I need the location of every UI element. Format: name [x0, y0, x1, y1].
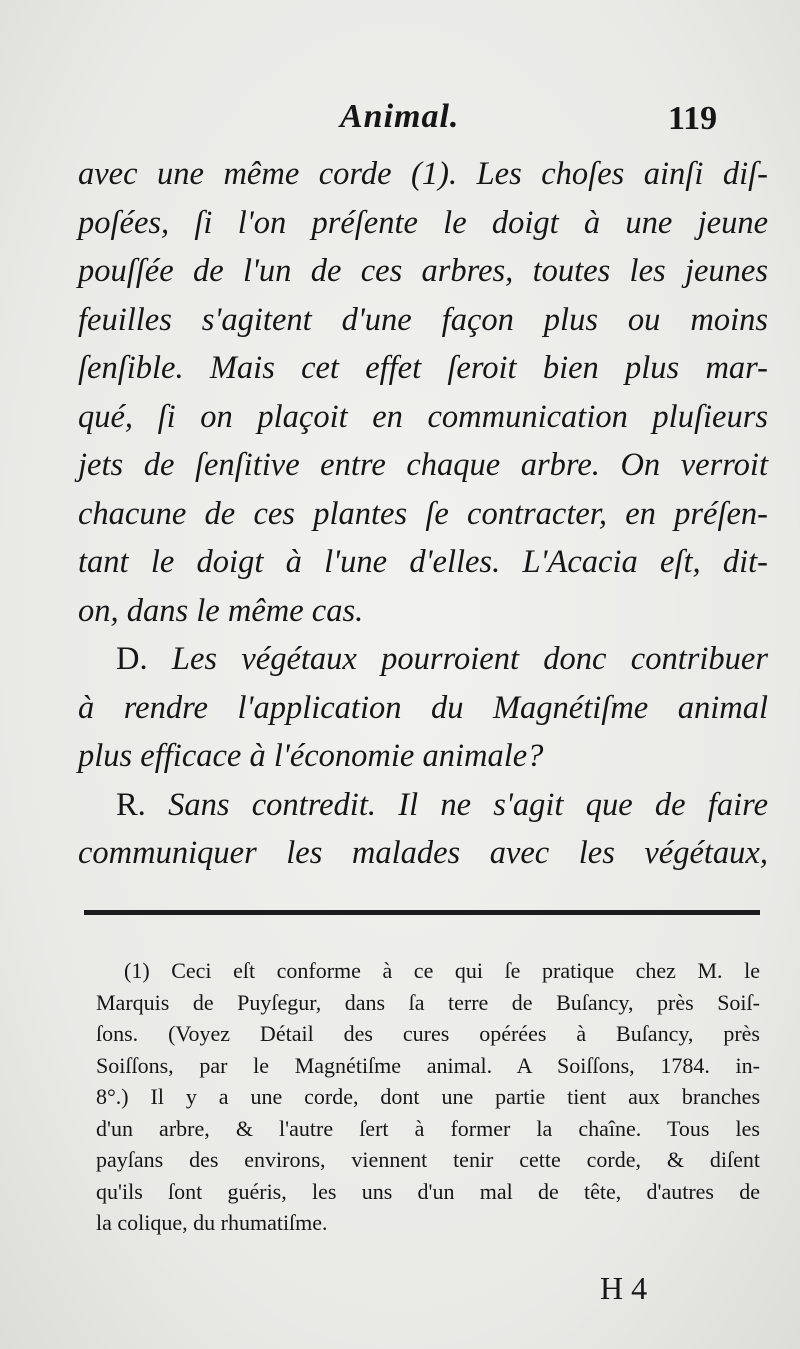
page-number: 119 [668, 100, 718, 137]
footnote-line: 8°.) Il y a une corde, dont une partie tient aux branches [96, 1084, 760, 1109]
running-head-title: Animal. [340, 98, 460, 135]
question-line: à rendre l'application du Magnétiſme animal [78, 689, 768, 726]
running-head [0, 92, 800, 142]
text-line: poſées, ſi l'on préſente le doigt à une jeune [78, 204, 768, 241]
text-line: on, dans le même cas. [78, 592, 364, 629]
text-line: qué, ſi on plaçoit en communication pluſieurs [78, 398, 768, 435]
footnote-line: ſons. (Voyez Détail des cures opérées à Buſancy, près [96, 1021, 760, 1046]
question-label: D. [116, 641, 148, 677]
question-text: Les végétaux pourroient donc contribuer [171, 641, 768, 677]
text-line: tant le doigt à l'une d'elles. L'Acacia eſt, dit- [78, 544, 768, 580]
text-line: chacune de ces plantes ſe contracter, en préſen- [78, 495, 768, 532]
footnote-line: la colique, du rhumatiſme. [96, 1210, 328, 1235]
question-line: plus efficace à l'économie animale? [78, 738, 544, 774]
footnote-line: qu'ils ſont guéris, les uns d'un mal de tête, d'autres de [96, 1178, 760, 1204]
signature-mark: H 4 [600, 1270, 648, 1306]
text-line: ſenſible. Mais cet effet ſeroit bien plus mar- [78, 350, 768, 386]
answer-line [78, 781, 768, 830]
footnote-line: d'un arbre, & l'autre ſert à former la chaîne. Tous les [96, 1115, 760, 1141]
footnote-line: payſans des environs, viennent tenir cette corde, & diſent [96, 1147, 760, 1172]
main-text [78, 150, 768, 878]
text-line: avec une même corde (1). Les choſes ainſi diſ- [78, 156, 768, 192]
text-line: pouſſée de l'un de ces arbres, toutes les jeunes [78, 253, 768, 289]
footnote-line: (1) Ceci eſt conforme à ce qui ſe pratique chez M. le [124, 958, 760, 983]
footnote [96, 955, 760, 1239]
footnote-line: Soiſſons, par le Magnétiſme animal. A Soiſſons, 1784. in- [96, 1052, 760, 1078]
text-line: jets de ſenſitive entre chaque arbre. On verroit [78, 447, 768, 483]
answer-text: Sans contredit. Il ne s'agit que de faire [168, 786, 768, 823]
text-line: feuilles s'agitent d'une façon plus ou moins [78, 301, 768, 338]
question-line [78, 635, 768, 684]
answer-label: R. [116, 786, 146, 823]
footnote-rule [84, 910, 760, 915]
answer-line: communiquer les malades avec les végétaux, [78, 835, 768, 871]
footnote-line: Marquis de Puyſegur, dans ſa terre de Buſancy, près Soiſ- [96, 989, 760, 1015]
